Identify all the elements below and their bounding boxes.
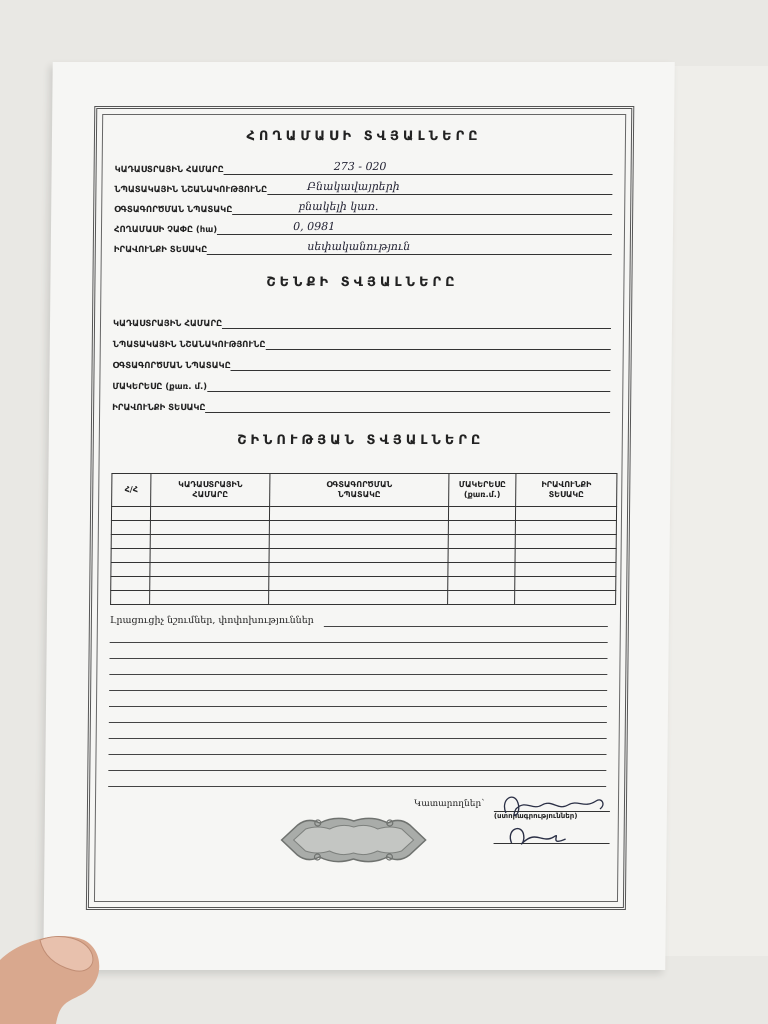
field-label: ՄԱԿԵՐԵՍԸ (քառ. մ.)	[112, 382, 208, 392]
table-row	[111, 535, 616, 549]
handwritten-signature	[491, 785, 622, 855]
table-cell[interactable]	[269, 563, 448, 577]
field-label: ՕԳՏԱԳՈՐԾՄԱՆ ՆՊԱՏԱԿԸ	[114, 205, 233, 215]
field-line[interactable]	[217, 220, 612, 235]
table-cell[interactable]	[448, 563, 515, 577]
table-cell[interactable]	[448, 535, 515, 549]
table-cell[interactable]	[448, 591, 515, 605]
table-cell[interactable]	[150, 591, 269, 605]
table-cell[interactable]	[515, 563, 616, 577]
building-cadastral-number-row	[113, 313, 611, 329]
field-line[interactable]	[267, 180, 612, 195]
notes-line[interactable]	[109, 706, 607, 707]
col-header-usage-purpose: ՕԳՏԱԳՈՐԾՄԱՆ ՆՊԱՏԱԿԸ	[270, 474, 449, 507]
table-row	[111, 507, 616, 521]
document-sheet	[43, 62, 675, 970]
table-cell[interactable]	[515, 577, 616, 591]
land-right-type-row	[114, 239, 612, 255]
field-label: ԻՐԱՎՈՒՆՔԻ ՏԵՍԱԿԸ	[113, 245, 208, 255]
field-label: ԿԱԴԱՍՏՐԱՅԻՆ ՀԱՄԱՐԸ	[114, 165, 224, 175]
notes-line[interactable]	[110, 642, 608, 643]
notes-line[interactable]	[110, 658, 608, 659]
table-cell[interactable]	[515, 507, 616, 521]
table-cell[interactable]	[111, 521, 150, 535]
col-header-area: ՄԱԿԵՐԵՍԸ (քառ.մ.)	[449, 474, 516, 507]
structures-section-title: ՇԻՆՈՒԹՅԱՆ ՏՎՅԱԼՆԵՐԸ	[237, 433, 485, 448]
land-area-row	[114, 219, 612, 235]
field-line[interactable]	[232, 200, 612, 215]
table-cell[interactable]	[269, 549, 448, 563]
field-line[interactable]	[206, 398, 611, 413]
table-row	[111, 521, 616, 535]
table-cell[interactable]	[448, 507, 515, 521]
table-cell[interactable]	[269, 521, 448, 535]
table-cell[interactable]	[150, 549, 269, 563]
notes-line[interactable]	[109, 722, 607, 723]
handwritten-value: 0, 0981	[293, 220, 336, 233]
table-cell[interactable]	[448, 549, 515, 563]
land-section-title: ՀՈՂԱՄԱՍԻ ՏՎՅԱԼՆԵՐԸ	[246, 129, 482, 144]
table-cell[interactable]	[111, 535, 150, 549]
col-header-number: Հ/Հ	[112, 474, 151, 507]
field-line[interactable]	[265, 335, 610, 350]
field-line[interactable]	[231, 356, 611, 371]
field-label: ՆՊԱՏԱԿԱՅԻՆ ՆՇԱՆԱԿՈՒԹՅՈՒՆԸ	[112, 340, 266, 350]
field-label: ԻՐԱՎՈՒՆՔԻ ՏԵՍԱԿԸ	[112, 403, 206, 413]
building-right-type-row	[112, 397, 610, 413]
table-header-row	[112, 474, 617, 507]
notes-line[interactable]	[324, 626, 608, 627]
table-cell[interactable]	[269, 591, 448, 605]
notes-line[interactable]	[109, 690, 607, 691]
table-cell[interactable]	[111, 577, 150, 591]
table-cell[interactable]	[269, 535, 448, 549]
table-cell[interactable]	[150, 577, 269, 591]
building-area-row	[112, 376, 610, 392]
field-label: ԿԱԴԱՍՏՐԱՅԻՆ ՀԱՄԱՐԸ	[112, 319, 223, 329]
table-cell[interactable]	[111, 507, 150, 521]
table-cell[interactable]	[150, 507, 269, 521]
notes-label: Լրացուցիչ նշումներ, փոփոխություններ	[109, 615, 314, 626]
table-cell[interactable]	[269, 577, 448, 591]
handwritten-value: սեփականություն	[307, 240, 411, 253]
table-cell[interactable]	[150, 535, 269, 549]
background-surface	[664, 66, 768, 956]
table-cell[interactable]	[515, 535, 616, 549]
field-label: ՕԳՏԱԳՈՐԾՄԱՆ ՆՊԱՏԱԿԸ	[112, 361, 231, 371]
table-row	[111, 577, 616, 591]
col-header-right-type: ԻՐԱՎՈՒՆՔԻ ՏԵՍԱԿԸ	[516, 474, 617, 507]
notes-line[interactable]	[108, 754, 606, 755]
table-cell[interactable]	[515, 591, 616, 605]
notes-line[interactable]	[108, 770, 606, 771]
performers-label: Կատարողներ՝	[413, 799, 485, 809]
table-cell[interactable]	[448, 521, 515, 535]
table-cell[interactable]	[150, 563, 269, 577]
handwritten-value: 273 - 020	[333, 160, 387, 173]
structures-table	[110, 473, 617, 605]
table-cell[interactable]	[111, 563, 150, 577]
land-designation-row	[114, 179, 612, 195]
document-frame-inner	[94, 114, 626, 902]
col-header-cadastral-number: ԿԱԴԱՍՏՐԱՅԻՆ ՀԱՄԱՐԸ	[151, 474, 270, 507]
table-cell[interactable]	[111, 549, 150, 563]
table-row	[111, 591, 616, 605]
field-label: ՀՈՂԱՄԱՍԻ ՉԱՓԸ (հա)	[113, 225, 218, 235]
field-label: ՆՊԱՏԱԿԱՅԻՆ ՆՇԱՆԱԿՈՒԹՅՈՒՆԸ	[114, 185, 268, 195]
field-line[interactable]	[222, 314, 611, 329]
document-frame	[86, 106, 634, 910]
table-row	[111, 563, 616, 577]
land-usage-purpose-row	[114, 199, 612, 215]
land-cadastral-number-row	[115, 159, 613, 175]
notes-line[interactable]	[109, 674, 607, 675]
field-line[interactable]	[207, 377, 610, 392]
building-section-title: ՇԵՆՔԻ ՏՎՅԱԼՆԵՐԸ	[266, 275, 459, 290]
table-cell[interactable]	[448, 577, 515, 591]
field-line[interactable]	[207, 240, 612, 255]
thumb-image	[0, 930, 110, 1024]
handwritten-value: բնակելի կառ.	[298, 200, 379, 213]
building-designation-row	[113, 334, 611, 350]
table-cell[interactable]	[150, 521, 269, 535]
handwritten-value: Բնակավայրերի	[307, 180, 400, 193]
signature-caption: (ստորագրություններ)	[493, 812, 578, 820]
table-cell[interactable]	[269, 507, 448, 521]
table-cell[interactable]	[515, 549, 616, 563]
field-line[interactable]	[224, 160, 613, 175]
notes-line[interactable]	[109, 738, 607, 739]
building-usage-purpose-row	[113, 355, 611, 371]
table-cell[interactable]	[515, 521, 616, 535]
table-row	[111, 549, 616, 563]
ornamental-cartouche-icon	[277, 811, 430, 869]
table-cell[interactable]	[111, 591, 150, 605]
